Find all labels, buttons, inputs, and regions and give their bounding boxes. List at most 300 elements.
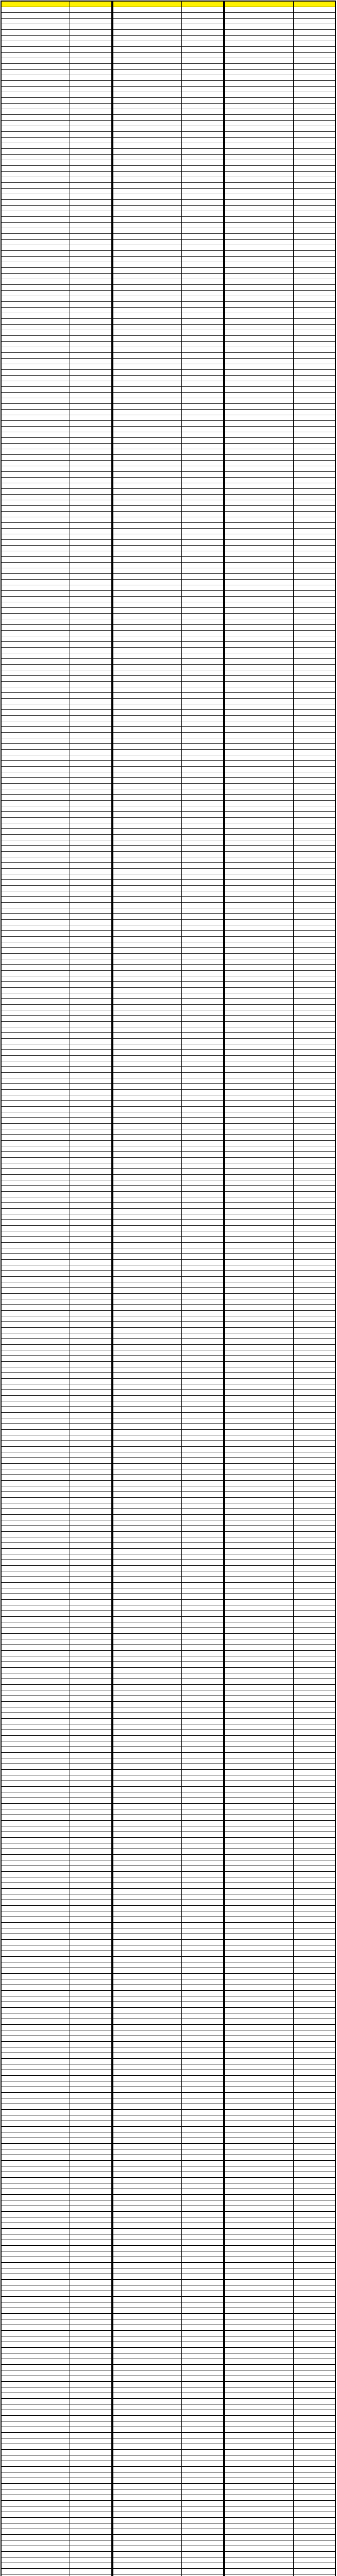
table-row xyxy=(2,1492,112,1498)
donor-name-cell xyxy=(2,200,70,206)
donation-amount-cell xyxy=(70,2308,111,2314)
donation-amount-cell xyxy=(181,2416,223,2421)
donor-name-cell xyxy=(113,880,182,886)
donation-amount-cell xyxy=(181,302,223,308)
donation-amount-cell xyxy=(181,223,223,228)
donor-name-cell xyxy=(225,942,294,948)
donor-name-cell xyxy=(225,1509,294,1515)
donor-name-cell xyxy=(225,1226,294,1231)
donor-name-cell xyxy=(2,557,70,563)
donation-amount-cell xyxy=(70,1515,111,1520)
donor-name-cell xyxy=(2,767,70,772)
donation-amount-cell xyxy=(70,217,111,223)
donor-name-cell xyxy=(2,1968,70,1974)
donation-amount-cell xyxy=(181,665,223,670)
donor-name-cell xyxy=(113,908,182,914)
donation-amount-cell xyxy=(293,1611,335,1617)
table-row xyxy=(113,1894,224,1900)
donor-name-cell xyxy=(2,87,70,92)
donor-name-cell xyxy=(2,1889,70,1894)
donation-amount-cell xyxy=(293,1197,335,1203)
donation-amount-cell xyxy=(70,172,111,177)
table-row xyxy=(113,2217,224,2223)
table-row xyxy=(113,455,224,461)
donation-amount-cell xyxy=(70,1498,111,1503)
donation-amount-cell xyxy=(293,1362,335,1367)
donation-amount-cell xyxy=(293,2030,335,2036)
table-row xyxy=(225,937,335,942)
donor-name-cell xyxy=(225,863,294,869)
donor-name-cell xyxy=(113,1826,182,1832)
donor-name-cell xyxy=(113,857,182,863)
donor-name-cell xyxy=(2,789,70,795)
donor-name-cell xyxy=(113,2002,182,2008)
table-row xyxy=(225,1883,335,1889)
donor-name-cell xyxy=(113,1316,182,1322)
table-row xyxy=(113,2195,224,2200)
donation-amount-cell xyxy=(70,1044,111,1050)
table-row xyxy=(2,1413,112,1418)
table-row xyxy=(113,1243,224,1248)
donor-name-cell xyxy=(225,1050,294,1056)
donor-name-cell xyxy=(225,1600,294,1605)
table-row xyxy=(225,1169,335,1175)
donor-name-cell xyxy=(225,296,294,302)
donation-amount-cell xyxy=(293,325,335,330)
table-row xyxy=(113,223,224,228)
table-row xyxy=(2,1628,112,1634)
donor-name-cell xyxy=(2,1894,70,1900)
donation-amount-cell xyxy=(293,1605,335,1611)
donation-amount-cell xyxy=(70,2291,111,2297)
table-row xyxy=(225,149,335,155)
donor-name-cell xyxy=(2,778,70,784)
table-row xyxy=(2,2529,112,2535)
donor-name-cell xyxy=(2,659,70,665)
donor-name-cell xyxy=(2,1339,70,1345)
donor-name-cell xyxy=(2,1373,70,1379)
table-row xyxy=(225,1027,335,1033)
table-row xyxy=(113,1441,224,1447)
donation-amount-cell xyxy=(293,716,335,721)
table-row xyxy=(2,1209,112,1214)
donor-name-cell xyxy=(225,1583,294,1588)
donor-name-cell xyxy=(113,2104,182,2110)
table-row xyxy=(113,1962,224,1968)
donor-name-cell xyxy=(113,342,182,347)
donor-name-cell xyxy=(225,1135,294,1141)
donation-amount-cell xyxy=(70,1197,111,1203)
donation-amount-cell xyxy=(70,483,111,489)
table-row xyxy=(2,2189,112,2195)
donation-amount-cell xyxy=(181,2529,223,2535)
donation-amount-cell xyxy=(181,2257,223,2263)
table-row xyxy=(225,2025,335,2030)
donor-name-cell xyxy=(225,2127,294,2132)
donor-name-cell xyxy=(113,665,182,670)
donation-amount-cell xyxy=(181,1192,223,1197)
donation-amount-cell xyxy=(293,2200,335,2206)
donation-amount-cell xyxy=(70,1039,111,1044)
table-row xyxy=(2,1180,112,1186)
donor-name-cell xyxy=(2,319,70,325)
table-row xyxy=(2,1141,112,1146)
donation-amount-cell xyxy=(70,738,111,744)
donor-name-cell xyxy=(225,1129,294,1135)
table-row xyxy=(225,1594,335,1600)
donation-amount-cell xyxy=(70,2127,111,2132)
table-row xyxy=(2,64,112,70)
table-row xyxy=(225,325,335,330)
table-row xyxy=(113,381,224,387)
donor-name-cell xyxy=(113,1509,182,1515)
donation-amount-cell xyxy=(70,925,111,931)
donor-name-cell xyxy=(2,472,70,478)
table-row xyxy=(113,2274,224,2280)
table-row xyxy=(113,2433,224,2438)
donation-amount-cell xyxy=(293,1651,335,1656)
table-row xyxy=(225,512,335,517)
table-row xyxy=(113,2161,224,2166)
table-row xyxy=(2,971,112,976)
table-row xyxy=(2,2563,112,2569)
donation-amount-cell xyxy=(181,1078,223,1084)
donation-amount-cell xyxy=(181,1424,223,1430)
table-row xyxy=(225,1209,335,1214)
table-row xyxy=(225,1282,335,1288)
donation-amount-cell xyxy=(70,699,111,704)
table-row xyxy=(2,1458,112,1464)
donation-amount-cell xyxy=(70,1838,111,1843)
table-row xyxy=(113,2540,224,2546)
table-row xyxy=(113,2064,224,2070)
donation-amount-cell xyxy=(70,427,111,432)
table-row xyxy=(2,1940,112,1945)
table-row xyxy=(113,829,224,835)
donation-amount-cell xyxy=(70,2093,111,2098)
donor-name-cell xyxy=(2,2552,70,2557)
donation-amount-cell xyxy=(293,1974,335,1979)
donation-amount-cell xyxy=(70,2053,111,2059)
donor-name-cell xyxy=(225,846,294,852)
table-row xyxy=(225,2149,335,2155)
table-row xyxy=(225,1940,335,1945)
donation-amount-cell xyxy=(70,563,111,568)
table-row xyxy=(2,517,112,523)
donor-name-cell xyxy=(2,347,70,353)
donor-name-cell xyxy=(2,449,70,455)
table-row xyxy=(225,1237,335,1243)
donor-name-cell xyxy=(225,1668,294,1673)
donor-name-cell xyxy=(2,262,70,268)
table-row xyxy=(113,1526,224,1532)
donation-amount-cell xyxy=(293,551,335,557)
donor-name-cell xyxy=(225,1622,294,1628)
table-row xyxy=(113,1979,224,1985)
donor-name-cell xyxy=(225,2093,294,2098)
table-row xyxy=(113,1889,224,1894)
donation-amount-cell xyxy=(70,2302,111,2308)
table-row xyxy=(225,483,335,489)
table-row xyxy=(2,1594,112,1600)
table-row xyxy=(113,2013,224,2019)
table-row xyxy=(2,2370,112,2376)
table-row xyxy=(2,2234,112,2240)
donation-amount-cell xyxy=(293,614,335,619)
table-row xyxy=(113,1039,224,1044)
donor-name-cell xyxy=(2,704,70,710)
table-row xyxy=(225,608,335,614)
donor-name-cell xyxy=(225,1379,294,1384)
table-row xyxy=(113,965,224,971)
table-row xyxy=(225,614,335,619)
donation-amount-cell xyxy=(293,1662,335,1668)
table-row xyxy=(225,1872,335,1877)
donation-amount-cell xyxy=(293,659,335,665)
table-row xyxy=(2,2240,112,2246)
table-row xyxy=(113,132,224,138)
donor-name-cell xyxy=(225,676,294,682)
donor-name-cell xyxy=(2,438,70,444)
donation-amount-cell xyxy=(293,279,335,285)
donation-amount-cell xyxy=(293,2223,335,2229)
donor-name-cell xyxy=(2,2098,70,2104)
donation-amount-cell xyxy=(70,1713,111,1719)
table-row xyxy=(113,70,224,75)
donor-name-cell xyxy=(225,874,294,880)
donation-amount-cell xyxy=(181,1906,223,1911)
donation-amount-cell xyxy=(181,1673,223,1679)
donation-amount-cell xyxy=(70,1639,111,1645)
donation-amount-cell xyxy=(293,2257,335,2263)
donor-name-cell xyxy=(2,2161,70,2166)
donation-amount-cell xyxy=(181,121,223,126)
donation-amount-cell xyxy=(181,1112,223,1118)
table-row xyxy=(113,1435,224,1441)
donation-amount-cell xyxy=(181,1260,223,1265)
donation-amount-cell xyxy=(181,1203,223,1209)
table-row xyxy=(225,563,335,568)
donation-amount-cell xyxy=(70,1356,111,1362)
donor-name-cell xyxy=(2,2189,70,2195)
donor-name-cell xyxy=(2,710,70,716)
donor-name-cell xyxy=(2,115,70,121)
table-row xyxy=(225,1350,335,1356)
donation-amount-cell xyxy=(70,2455,111,2461)
donor-name-cell xyxy=(225,234,294,240)
table-row xyxy=(225,1407,335,1413)
donor-name-cell xyxy=(113,1713,182,1719)
donor-name-cell xyxy=(2,149,70,155)
donor-name-cell xyxy=(113,1305,182,1311)
donation-amount-cell xyxy=(181,2438,223,2444)
donation-amount-cell xyxy=(70,1005,111,1010)
donor-name-cell xyxy=(2,1435,70,1441)
donor-name-cell xyxy=(113,1260,182,1265)
donation-amount-cell xyxy=(181,1435,223,1441)
donation-amount-cell xyxy=(181,925,223,931)
donation-amount-cell xyxy=(293,1220,335,1226)
donation-amount-cell xyxy=(293,183,335,189)
table-row xyxy=(113,1050,224,1056)
donor-name-cell xyxy=(2,636,70,642)
table-row xyxy=(225,1197,335,1203)
table-row xyxy=(2,1645,112,1651)
donation-amount-cell xyxy=(70,1345,111,1350)
table-row xyxy=(113,2450,224,2455)
table-row xyxy=(2,126,112,132)
table-row xyxy=(113,2563,224,2569)
table-row xyxy=(225,1526,335,1532)
donor-name-cell xyxy=(225,1781,294,1787)
table-row xyxy=(113,1282,224,1288)
donation-amount-cell xyxy=(293,1645,335,1651)
table-row xyxy=(2,1339,112,1345)
donation-amount-cell xyxy=(181,818,223,823)
donation-amount-cell xyxy=(181,869,223,874)
donation-amount-cell xyxy=(181,2087,223,2093)
donation-amount-cell xyxy=(181,2563,223,2569)
donor-name-cell xyxy=(113,738,182,744)
donation-amount-cell xyxy=(293,1849,335,1855)
donor-name-cell xyxy=(113,1957,182,1962)
donor-name-cell xyxy=(225,1758,294,1764)
table-row xyxy=(2,551,112,557)
table-row xyxy=(225,1775,335,1781)
table-row xyxy=(2,2212,112,2217)
donation-amount-cell xyxy=(181,1469,223,1475)
donation-amount-cell xyxy=(181,1039,223,1044)
donation-amount-cell xyxy=(70,319,111,325)
table-row xyxy=(113,166,224,172)
donor-name-cell xyxy=(2,2104,70,2110)
donor-name-cell xyxy=(2,2263,70,2268)
table-row xyxy=(113,2529,224,2535)
donor-name-cell xyxy=(225,840,294,846)
donation-amount-cell xyxy=(181,313,223,319)
donation-amount-cell xyxy=(70,2342,111,2348)
table-row xyxy=(225,852,335,857)
donor-name-cell xyxy=(113,75,182,81)
table-row xyxy=(2,1713,112,1719)
donor-name-cell xyxy=(113,954,182,959)
donor-name-cell xyxy=(225,1299,294,1305)
donor-name-cell xyxy=(113,1583,182,1588)
table-row xyxy=(225,172,335,177)
donor-name-cell xyxy=(2,2523,70,2529)
donation-amount-cell xyxy=(181,1554,223,1560)
table-row xyxy=(2,2285,112,2291)
donation-amount-cell xyxy=(293,2013,335,2019)
donor-name-cell xyxy=(2,1277,70,1282)
donor-name-cell xyxy=(225,1747,294,1753)
table-row xyxy=(225,1441,335,1447)
table-row xyxy=(2,631,112,636)
donor-name-cell xyxy=(113,2319,182,2325)
donation-amount-cell xyxy=(293,217,335,223)
table-row xyxy=(225,251,335,257)
donor-name-cell xyxy=(225,461,294,466)
donor-name-cell xyxy=(2,2183,70,2189)
table-row xyxy=(113,823,224,829)
donation-amount-cell xyxy=(293,1469,335,1475)
donation-amount-cell xyxy=(293,1991,335,1996)
donor-name-cell xyxy=(113,2387,182,2393)
table-row xyxy=(225,155,335,160)
donation-amount-cell xyxy=(181,308,223,313)
table-row xyxy=(113,217,224,223)
donation-amount-cell xyxy=(293,1537,335,1543)
table-row xyxy=(2,98,112,104)
donor-panel-1 xyxy=(1,1,112,2576)
table-row xyxy=(113,744,224,750)
donation-amount-cell xyxy=(293,155,335,160)
table-row xyxy=(225,228,335,234)
donation-amount-cell xyxy=(181,1356,223,1362)
donor-name-cell xyxy=(2,1152,70,1158)
donor-name-cell xyxy=(113,41,182,47)
donor-name-cell xyxy=(2,1090,70,1095)
table-row xyxy=(113,240,224,245)
donation-amount-cell xyxy=(70,733,111,738)
table-row xyxy=(225,965,335,971)
table-row xyxy=(113,812,224,818)
donor-name-cell xyxy=(2,2019,70,2025)
donor-name-cell xyxy=(225,1435,294,1441)
table-row xyxy=(113,1316,224,1322)
donor-name-cell xyxy=(113,988,182,993)
donor-name-cell xyxy=(225,478,294,483)
donation-amount-cell xyxy=(181,2161,223,2166)
table-row xyxy=(2,954,112,959)
donation-amount-cell xyxy=(293,1951,335,1957)
donation-amount-cell xyxy=(70,1050,111,1056)
table-row xyxy=(2,1265,112,1271)
donor-name-cell xyxy=(2,523,70,529)
donor-name-cell xyxy=(2,268,70,274)
donation-amount-cell xyxy=(181,1390,223,1396)
table-row xyxy=(225,1067,335,1073)
donor-name-cell xyxy=(2,1787,70,1792)
donation-amount-cell xyxy=(70,1543,111,1549)
table-row xyxy=(113,1588,224,1594)
donation-amount-cell xyxy=(293,41,335,47)
donation-amount-cell xyxy=(293,432,335,438)
donor-name-cell xyxy=(2,160,70,166)
donor-name-cell xyxy=(225,988,294,993)
donation-amount-cell xyxy=(293,1917,335,1923)
table-row xyxy=(2,1101,112,1107)
table-row xyxy=(225,19,335,24)
donor-name-cell xyxy=(2,2121,70,2127)
donation-amount-cell xyxy=(293,1617,335,1622)
donor-name-cell xyxy=(113,795,182,801)
donor-name-cell xyxy=(225,223,294,228)
table-row xyxy=(2,7,112,13)
donor-name-cell xyxy=(225,1464,294,1469)
donation-amount-cell xyxy=(181,829,223,835)
table-row xyxy=(113,2121,224,2127)
donor-name-cell xyxy=(113,325,182,330)
table-row xyxy=(2,115,112,121)
donor-name-cell xyxy=(113,268,182,274)
table-row xyxy=(113,1390,224,1396)
table-row xyxy=(113,1520,224,1526)
donor-name-cell xyxy=(225,1566,294,1571)
donation-amount-cell xyxy=(293,1894,335,1900)
donation-amount-cell xyxy=(181,1135,223,1141)
table-row xyxy=(113,1855,224,1860)
